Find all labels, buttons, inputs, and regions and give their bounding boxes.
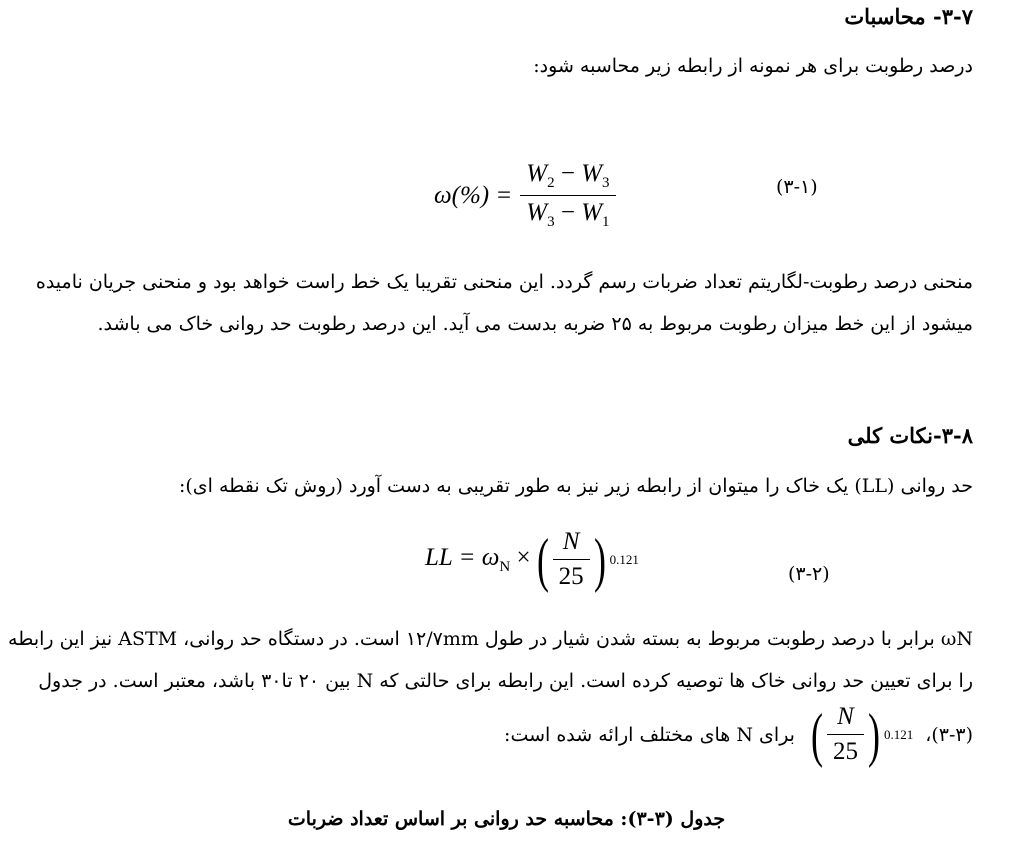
- subscript: 3: [547, 214, 555, 230]
- section-heading-calculations: ۳-۷- محاسبات: [844, 4, 973, 29]
- left-paren: (: [810, 701, 823, 768]
- subscript: 2: [547, 175, 555, 191]
- equation-2-exponent: 0.121: [609, 551, 639, 567]
- operator: ×: [510, 543, 531, 571]
- paragraph-line: منحنی درصد رطوبت-لگاریتم تعداد ضربات رسم گردد. این منحنی تقریبا یک خط راست خواهد بود و منحنی جریان نامیده: [35, 271, 973, 293]
- equation-1: [434, 160, 616, 231]
- equation-1-number: (۳-۱): [776, 176, 818, 198]
- operator: −: [554, 160, 582, 187]
- section-heading-general-notes: ۳-۸-نکات کلی: [847, 423, 973, 448]
- right-paren: ): [593, 526, 606, 593]
- paragraph-line-with-formula: [504, 703, 973, 766]
- inline-numerator: N: [837, 703, 854, 730]
- left-paren: (: [536, 526, 549, 593]
- lhs-text: LL = ω: [425, 543, 500, 571]
- right-paren: ): [867, 701, 880, 768]
- equation-2-denominator: 25: [553, 559, 590, 591]
- var-w: W: [581, 160, 603, 187]
- paragraph-text: برای N های مختلف ارائه شده است:: [504, 723, 795, 746]
- section-intro-text: درصد رطوبت برای هر نمونه از رابطه زیر محاسبه شود:: [533, 55, 973, 77]
- var-w: W: [526, 160, 548, 187]
- equation-1-fraction: [520, 160, 615, 231]
- table-caption: جدول (۳-۳): محاسبه حد روانی بر اساس تعداد ضربات: [287, 808, 726, 830]
- equation-2-lhs: [425, 544, 531, 576]
- subscript: 1: [602, 214, 610, 230]
- equation-2-fraction: [553, 528, 590, 591]
- paragraph-line: را برای تعیین حد روانی خاک ها توصیه کرده است. این رابطه برای حالتی که N بین ۲۰ تا۳۰ باشد، معتبر است. در جدول: [38, 670, 973, 692]
- var-w: W: [581, 199, 603, 226]
- equation-1-denominator: [520, 195, 615, 231]
- equation-2-numerator: N: [562, 528, 580, 555]
- inline-denominator: 25: [827, 734, 864, 766]
- equation-1-lhs: ω(%) =: [434, 181, 513, 209]
- equation-2: [425, 528, 639, 591]
- paragraph-line: میشود از این خط میزان رطوبت مربوط به ۲۵ ضربه بدست می آید. این درصد رطوبت حد روانی خاک می باشد.: [97, 313, 973, 335]
- operator: −: [554, 199, 582, 226]
- equation-1-numerator: [520, 160, 615, 195]
- paragraph-line: ωN برابر با درصد رطوبت مربوط به بسته شدن شیار در طول ۱۲/۷mm است. در دستگاه حد روانی، ASTM نیز این رابطه: [8, 628, 973, 650]
- subscript: 3: [602, 175, 610, 191]
- subscript: N: [499, 558, 511, 575]
- inline-formula: [807, 703, 913, 766]
- inline-exponent: 0.121: [883, 726, 914, 742]
- equation-2-number: (۳-۲): [788, 563, 830, 585]
- section-intro-text: حد روانی (LL) یک خاک را میتوان از رابطه زیر نیز به طور تقریبی به دست آورد (روش تک نقطه ای):: [178, 475, 973, 497]
- var-w: W: [526, 199, 548, 226]
- inline-fraction: [827, 703, 864, 766]
- table-reference: (۳-۳)،: [925, 723, 973, 746]
